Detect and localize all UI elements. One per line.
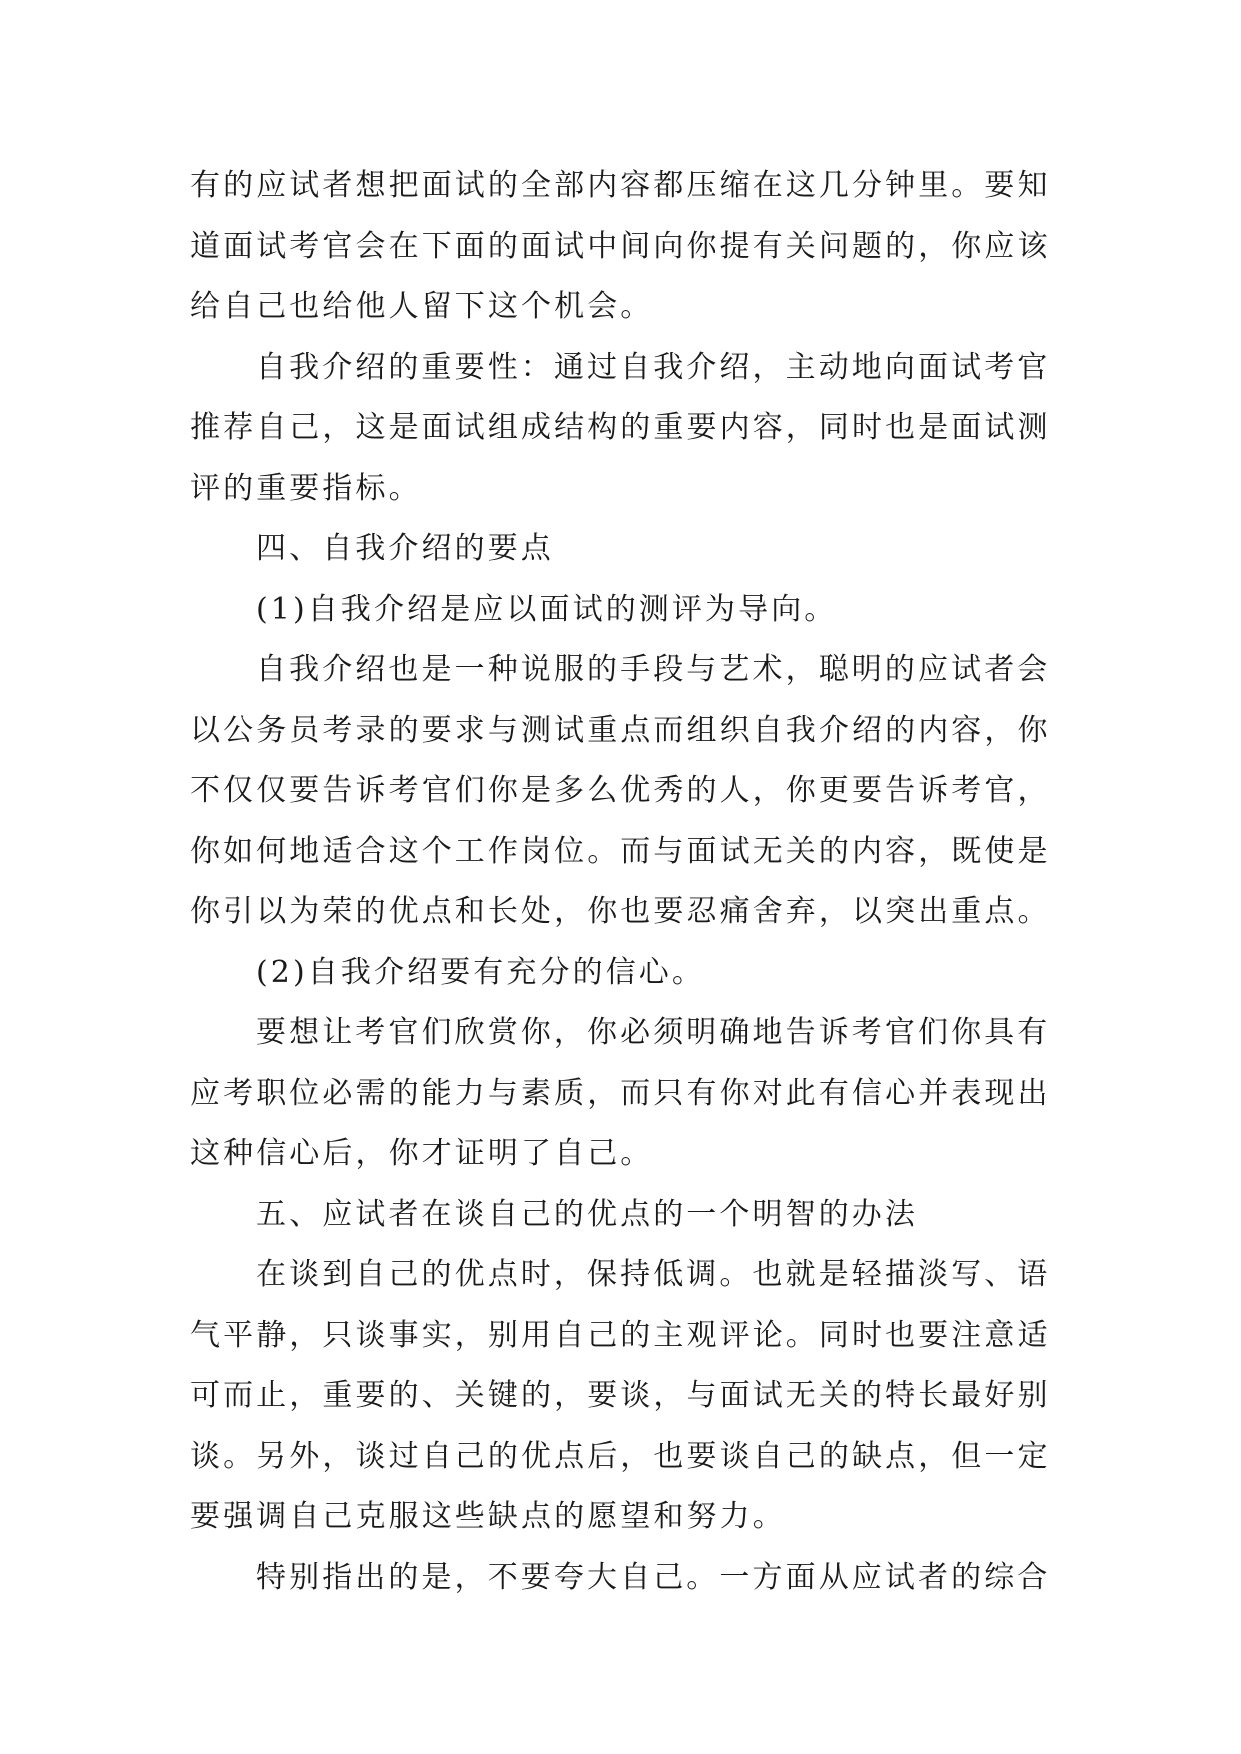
text-line: 评的重要指标。	[190, 470, 422, 506]
text-line: 自我介绍也是一种说服的手段与艺术，聪明的应试者会	[256, 652, 1051, 687]
section-heading: 五、应试者在谈自己的优点的一个明智的办法	[256, 1196, 918, 1232]
subsection-heading: (2)自我介绍要有充分的信心。	[256, 954, 705, 990]
text-line: 给自己也给他人留下这个机会。	[190, 289, 654, 324]
subsection-heading: (1)自我介绍是应以面试的测评为导向。	[256, 591, 838, 627]
text-line: 道面试考官会在下面的面试中间向你提有关问题的，你应该	[190, 228, 1051, 264]
document-body	[190, 156, 1070, 1608]
text-line: 推荐自己，这是面试组成结构的重要内容，同时也是面试测	[190, 410, 1051, 445]
text-line: 有的应试者想把面试的全部内容都压缩在这几分钟里。要知	[190, 168, 1051, 203]
text-line: 应考职位必需的能力与素质，而只有你对此有信心并表现出	[190, 1075, 1051, 1111]
text-line: 特别指出的是，不要夸大自己。一方面从应试者的综合	[256, 1559, 1051, 1595]
text-line: 谈。另外，谈过自己的优点后，也要谈自己的缺点，但一定	[190, 1438, 1051, 1474]
text-line: 你引以为荣的优点和长处，你也要忍痛舍弃，以突出重点。	[190, 894, 1051, 929]
text-line: 要强调自己克服这些缺点的愿望和努力。	[190, 1499, 786, 1534]
text-line: 可而止，重要的、关键的，要谈，与面试无关的特长最好别	[190, 1378, 1051, 1413]
text-line: 在谈到自己的优点时，保持低调。也就是轻描淡写、语	[256, 1257, 1051, 1292]
text-line: 自我介绍的重要性：通过自我介绍，主动地向面试考官	[256, 349, 1051, 385]
text-line: 以公务员考录的要求与测试重点而组织自我介绍的内容，你	[190, 712, 1051, 748]
text-line: 要想让考官们欣赏你，你必须明确地告诉考官们你具有	[256, 1015, 1051, 1050]
text-line: 这种信心后，你才证明了自己。	[190, 1136, 654, 1171]
text-line: 不仅仅要告诉考官们你是多么优秀的人，你更要告诉考官，	[190, 773, 1051, 808]
text-line: 气平静，只谈事实，别用自己的主观评论。同时也要注意适	[190, 1317, 1051, 1353]
section-heading: 四、自我介绍的要点	[256, 531, 554, 566]
text-line: 你如何地适合这个工作岗位。而与面试无关的内容，既使是	[190, 833, 1051, 869]
